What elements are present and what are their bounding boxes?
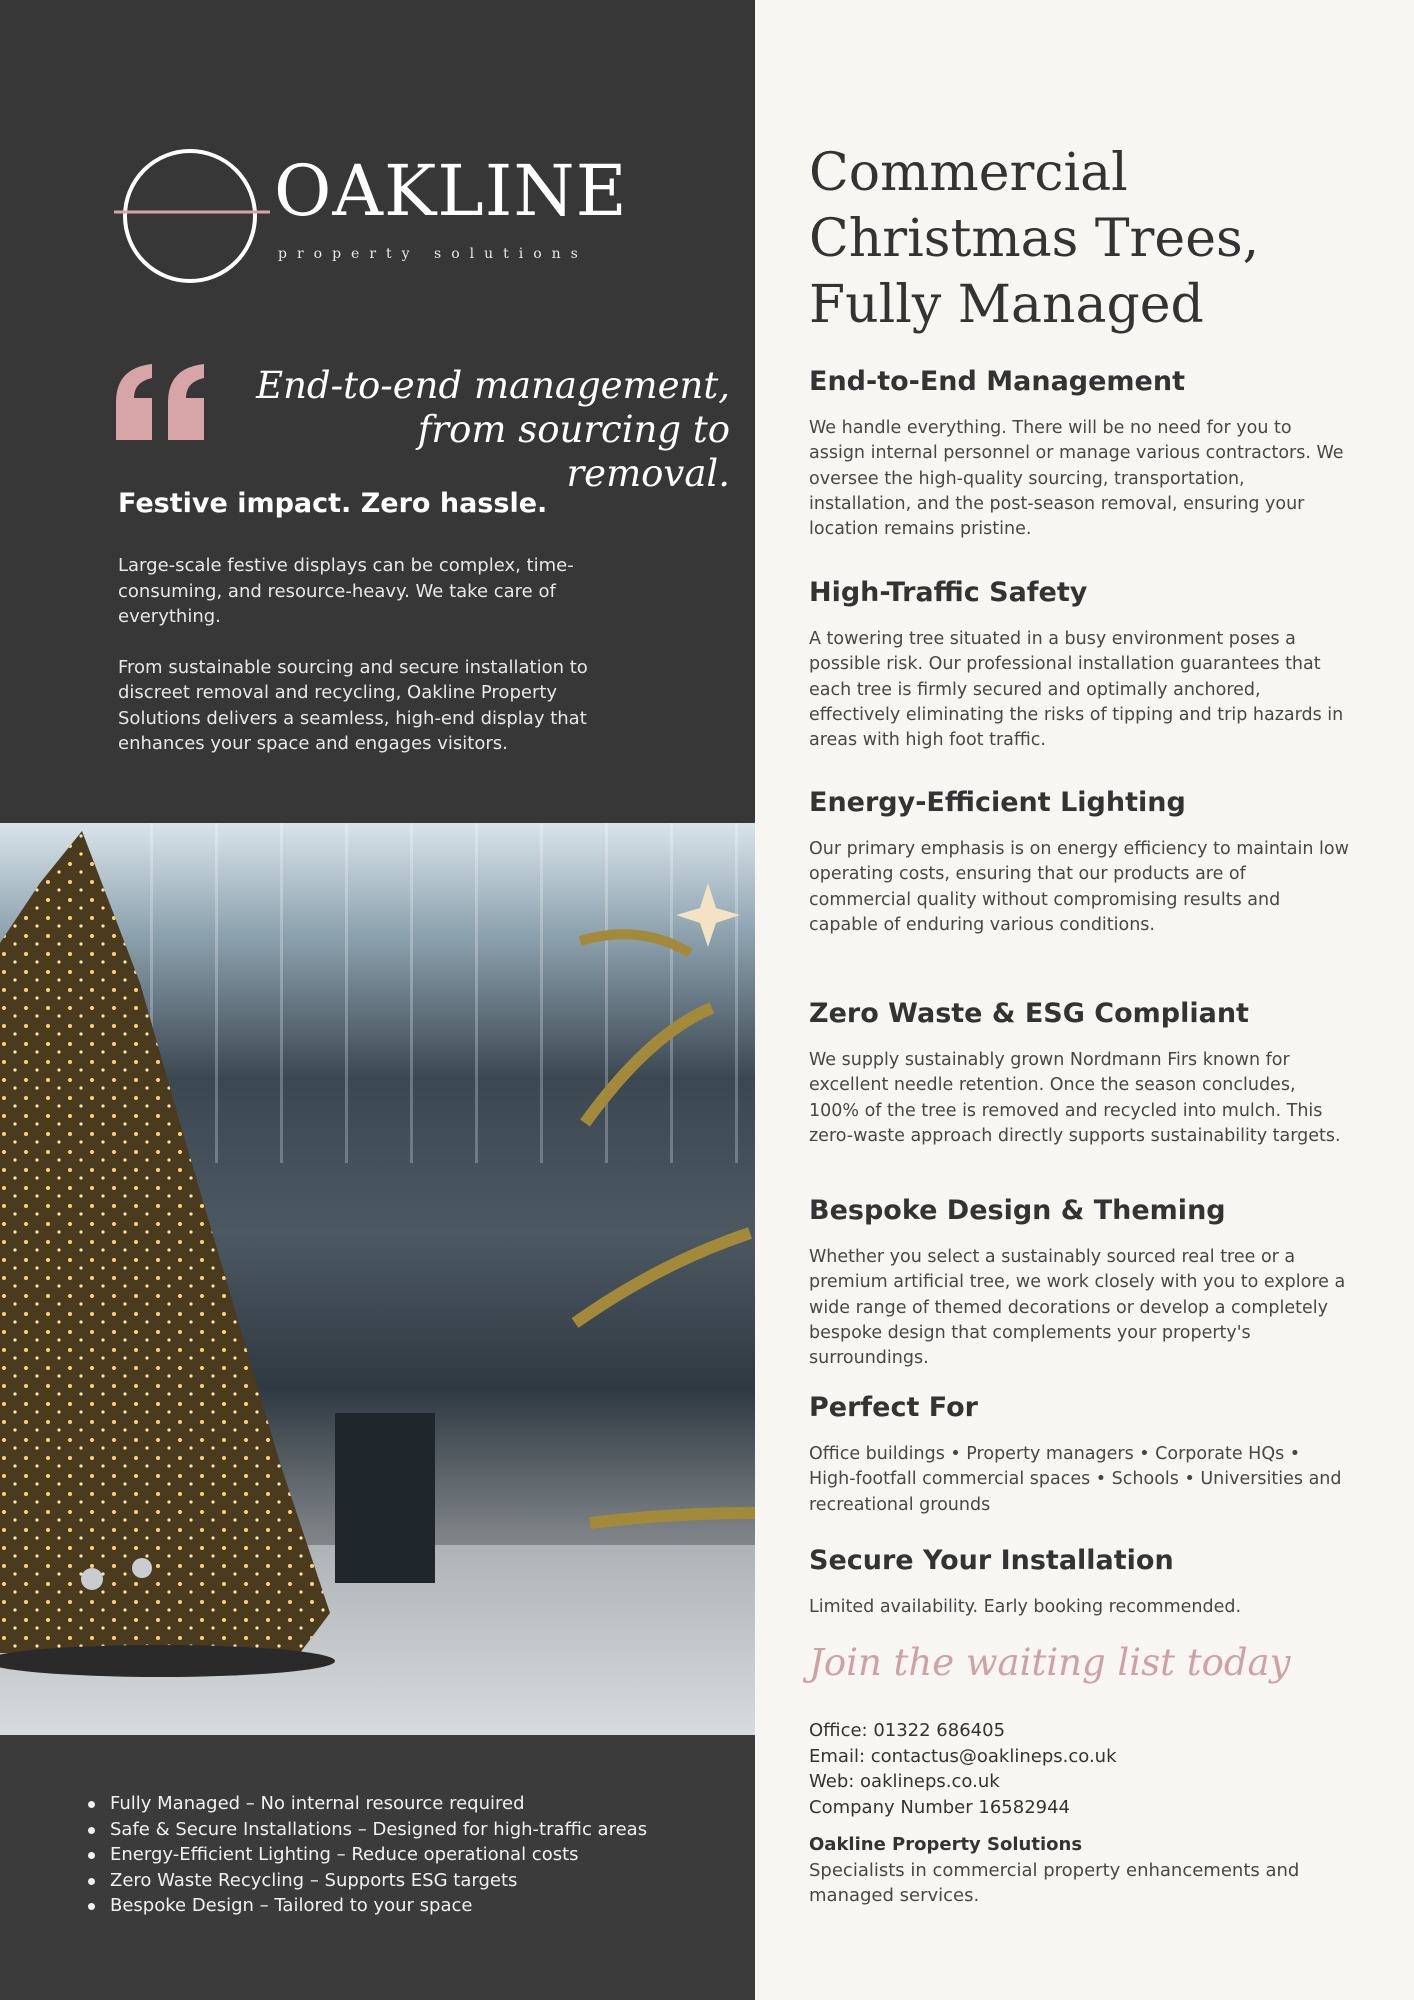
web-link[interactable]: Web: oaklineps.co.uk xyxy=(809,1771,1000,1792)
list-item: Energy-Efficient Lighting – Reduce operational costs xyxy=(110,1842,647,1868)
section-lighting xyxy=(809,787,1349,938)
atrium-christmas-tree-photo xyxy=(0,823,755,1735)
quote-mark-icon xyxy=(112,362,212,442)
right-panel xyxy=(755,0,1414,2000)
section-body: A towering tree situated in a busy environment poses a possible risk. Our professional installation guarantees that each tree is firmly secured and optimally anchored, effectively eliminating the risks of tipping and trip hazards in areas with high foot traffic. xyxy=(809,629,1344,751)
waiting-list-cta[interactable]: Join the waiting list today xyxy=(809,1641,1291,1684)
section-secure xyxy=(809,1545,1349,1620)
section-heading: Zero Waste & ESG Compliant xyxy=(809,998,1249,1029)
intro-title: Festive impact. Zero hassle. xyxy=(118,488,548,519)
intro-text xyxy=(118,553,638,782)
section-heading: Energy-Efficient Lighting xyxy=(809,787,1186,818)
section-body: Our primary emphasis is on energy efficiency to maintain low operating costs, ensuring that our products are of commercial quality without compromising results and capable of enduring various conditions. xyxy=(809,839,1349,935)
list-item: Bespoke Design – Tailored to your space xyxy=(110,1893,647,1919)
section-body: We handle everything. There will be no need for you to assign internal personnel or manage various contractors. We oversee the high-quality sourcing, transportation, installation, and the post-season removal, ensuring your location remains pristine. xyxy=(809,418,1344,540)
section-safety xyxy=(809,577,1349,753)
section-esg xyxy=(809,998,1349,1149)
logo-circle-icon xyxy=(112,146,272,286)
section-body: Whether you select a sustainably sourced real tree or a premium artificial tree, we work closely with you to explore a wide range of themed decorations or develop a completely bespoke design that complements your property's surroundings. xyxy=(809,1247,1346,1369)
section-heading: Secure Your Installation xyxy=(809,1545,1174,1576)
company-name: Oakline Property Solutions xyxy=(809,1834,1083,1855)
section-heading: End-to-End Management xyxy=(809,366,1185,397)
office-phone[interactable]: Office: 01322 686405 xyxy=(809,1720,1006,1741)
contact-details xyxy=(809,1718,1117,1820)
section-heading: High-Traffic Safety xyxy=(809,577,1088,608)
logo-tagline: property solutions xyxy=(278,246,588,262)
company-info xyxy=(809,1832,1329,1909)
section-body: We supply sustainably grown Nordmann Firs known for excellent needle retention. Once the season concludes, 100% of the tree is removed and recycled into mulch. This zero-waste approach directly supports sustainability targets. xyxy=(809,1050,1341,1146)
oakline-logo xyxy=(112,146,632,286)
list-item: Safe & Secure Installations – Designed for high-traffic areas xyxy=(110,1817,647,1843)
intro-paragraph: From sustainable sourcing and secure installation to discreet removal and recycling, Oakline Property Solutions delivers a seamless, high-end display that enhances your space and engages visitors. xyxy=(118,656,588,754)
section-body: Office buildings • Property managers • Corporate HQs • High-footfall commercial spaces • Schools • Universities and recreational grounds xyxy=(809,1444,1342,1515)
pull-quote: End-to-end management, from sourcing to removal. xyxy=(256,364,730,495)
features-panel xyxy=(0,1735,755,2000)
section-heading: Perfect For xyxy=(809,1392,979,1423)
section-end-to-end xyxy=(809,366,1349,542)
company-description: Specialists in commercial property enhancements and managed services. xyxy=(809,1859,1300,1906)
section-heading: Bespoke Design & Theming xyxy=(809,1195,1226,1226)
features-list xyxy=(110,1791,647,1919)
intro-paragraph: Large-scale festive displays can be complex, time-consuming, and resource-heavy. We take care of everything. xyxy=(118,555,574,627)
list-item: Zero Waste Recycling – Supports ESG targets xyxy=(110,1868,647,1894)
section-body: Limited availability. Early booking recommended. xyxy=(809,1597,1242,1617)
logo-wordmark: OAKLINE xyxy=(274,150,628,232)
christmas-tree-icon xyxy=(0,823,755,1735)
section-perfect-for xyxy=(809,1392,1349,1518)
page-title: Commercial Christmas Trees, Fully Managed xyxy=(809,143,1260,335)
company-number: Company Number 16582944 xyxy=(809,1796,1070,1818)
section-bespoke xyxy=(809,1195,1349,1371)
list-item: Fully Managed – No internal resource required xyxy=(110,1791,647,1817)
email-link[interactable]: Email: contactus@oaklineps.co.uk xyxy=(809,1745,1117,1767)
